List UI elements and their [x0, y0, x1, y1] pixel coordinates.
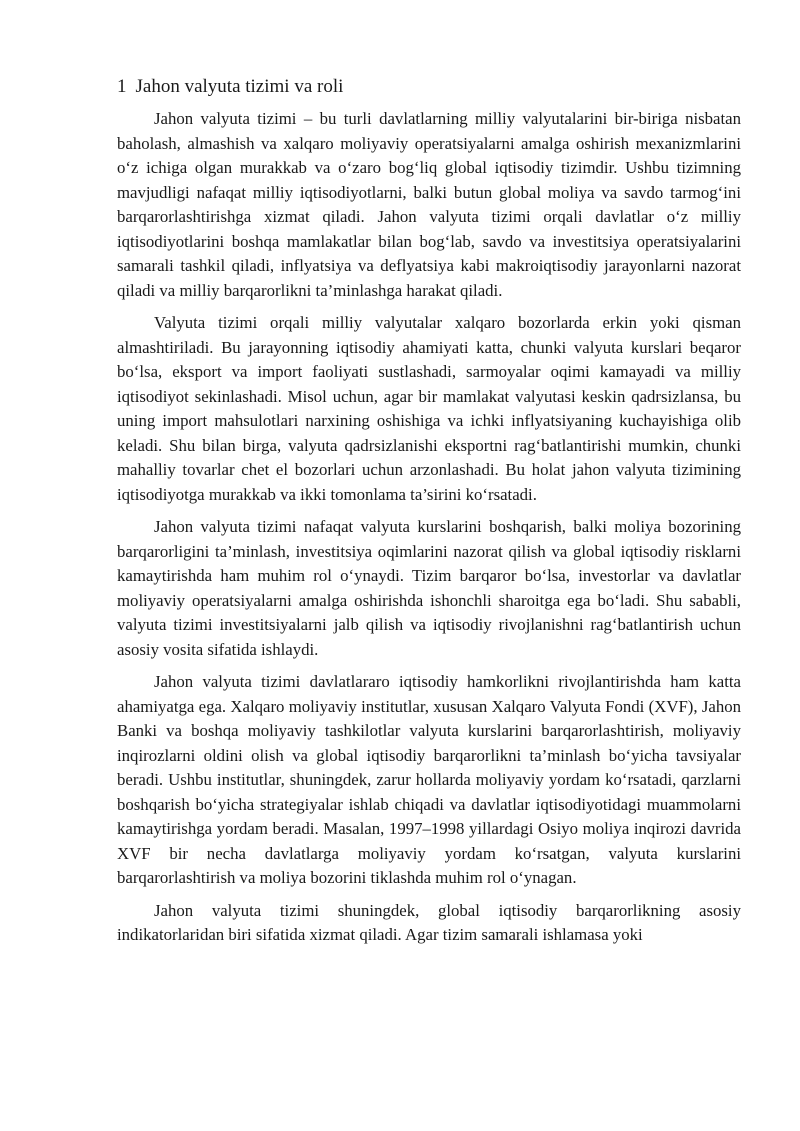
section-heading: [117, 74, 741, 100]
body-paragraph: Jahon valyuta tizimi shuningdek, global iqtisodiy barqarorlikning asosiy indikatorlaridan biri sifatida xizmat qiladi. Agar tizim samarali ishlamasa yoki: [117, 900, 741, 944]
body-paragraph: Valyuta tizimi orqali milliy valyutalar xalqaro bozorlarda erkin yoki qisman almashtiriladi. Bu jarayonning iqtisodiy ahamiyati katta, chunki valyuta kurslari beqaror bo‘lsa, eksport va import faoliyati sustlashadi, sarmoyalar oqimi kamayadi va milliy iqtisodiyot sekinlashadi. Misol uchun, agar bir mamlakat valyutasi keskin qadrsizlansa, bu uning import mahsulotlari narxining oshishiga va ichki inflyatsiyaning kuchayishiga olib keladi. Shu bilan birga, valyuta qadrsizlanishi eksportni rag‘batlantirishi mumkin, chunki mahalliy tovarlar chet el bozorlari uchun arzonlashadi. Bu holat jahon valyuta tizimining iqtisodiyotga murakkab va ikki tomonlama ta’sirini ko‘rsatadi.: [117, 313, 741, 504]
section-title: Jahon valyuta tizimi va roli: [135, 76, 344, 97]
body-paragraph: Jahon valyuta tizimi – bu turli davlatlarning milliy valyutalarini bir-biriga nisbatan baholash, almashish va xalqaro moliyaviy operatsiyalarni amalga oshirish mexanizmlarini o‘z ichiga olgan murakkab va o‘zaro bog‘liq global iqtisodiy tizimdir. Ushbu tizimning mavjudligi nafaqat milliy iqtisodiyotlarni, balki butun global moliya va savdo tarmog‘ini barqarorlashtirishga xizmat qiladi. Jahon valyuta tizimi orqali davlatlar o‘z milliy iqtisodiyotlarini boshqa mamlakatlar bilan bog‘lab, savdo va investitsiya operatsiyalarini samarali tashkil qiladi, inflyatsiya va deflyatsiya kabi makroiqtisodiy jarayonlarni nazorat qiladi va milliy barqarorlikni ta’minlashga harakat qiladi.: [117, 109, 741, 300]
body-paragraph: Jahon valyuta tizimi nafaqat valyuta kurslarini boshqarish, balki moliya bozorining barqarorligini ta’minlash, investitsiya oqimlarini nazorat qilish va global iqtisodiy risklarni kamaytirishda ham muhim rol o‘ynaydi. Tizim barqaror bo‘lsa, investorlar va davlatlar moliyaviy operatsiyalarni amalga oshirishda ishonchli sharoitga ega bo‘ladi. Shu sababli, valyuta tizimi investitsiyalarni jalb qilish va iqtisodiy rivojlanishni rag‘batlantirish uchun asosiy vosita sifatida ishlaydi.: [117, 517, 741, 659]
section-number: 1: [117, 76, 127, 97]
document-page: [117, 74, 741, 956]
body-paragraph: Jahon valyuta tizimi davlatlararo iqtisodiy hamkorlikni rivojlantirishda ham katta ahamiyatga ega. Xalqaro moliyaviy institutlar, xususan Xalqaro Valyuta Fondi (XVF), Jahon Banki va boshqa moliyaviy tashkilotlar valyuta kurslarini barqarorlashtirish, moliyaviy inqirozlarni oldini olish va global iqtisodiy barqarorlikni ta’minlash bo‘yicha tavsiyalar beradi. Ushbu institutlar, shuningdek, zarur hollarda moliyaviy yordam ko‘rsatadi, qarzlarni boshqarish bo‘yicha strategiyalar ishlab chiqadi va davlatlar iqtisodiyotidagi muammolarni kamaytirishga yordam beradi. Masalan, 1997–1998 yillardagi Osiyo moliya inqirozi davrida XVF bir necha davlatlarga moliyaviy yordam ko‘rsatgan, valyuta kurslarini barqarorlashtirish va moliya bozorini tiklashda muhim rol o‘ynagan.: [117, 672, 741, 887]
